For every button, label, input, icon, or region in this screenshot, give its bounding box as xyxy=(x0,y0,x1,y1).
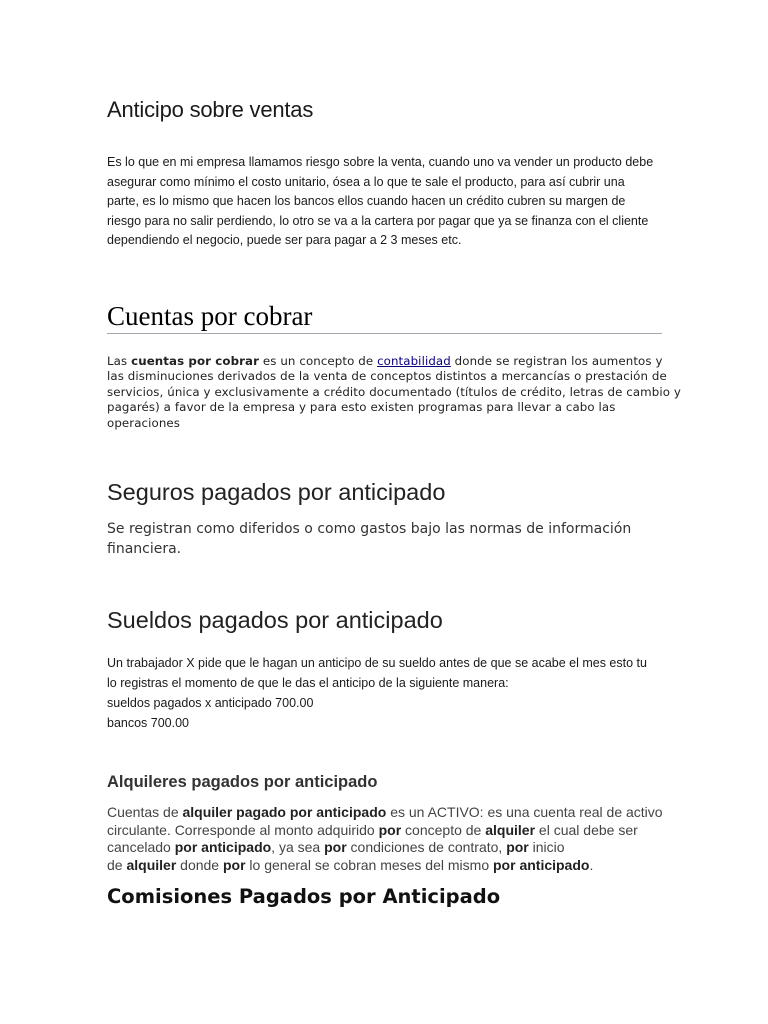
text-fragment: donde xyxy=(176,856,223,873)
paragraph-anticipo xyxy=(107,153,662,251)
heading-divider xyxy=(107,333,662,334)
paragraph-line xyxy=(107,354,667,369)
heading-cuentas-por-cobrar: Cuentas por cobrar xyxy=(107,301,313,331)
bold-term: por xyxy=(378,821,402,838)
text-fragment: es un concepto de xyxy=(259,354,378,368)
heading-comisiones-pagados: Comisiones Pagados por Anticipado xyxy=(107,885,501,908)
paragraph-line: dependiendo el negocio, puede ser para pagar a 2 3 meses etc. xyxy=(107,233,462,247)
paragraph-line xyxy=(107,822,667,840)
paragraph-line xyxy=(107,857,667,875)
paragraph-line: Se registran como diferidos o como gastos bajo las normas de información xyxy=(107,521,632,537)
paragraph-line xyxy=(107,804,667,822)
bold-term: por anticipado xyxy=(174,839,272,855)
text-fragment: donde se registran los aumentos y xyxy=(450,354,663,368)
bold-term: alquiler xyxy=(485,821,536,838)
paragraph-line: lo registras el momento de que le das el anticipo de la siguiente manera: xyxy=(107,676,509,690)
paragraph-line: operaciones xyxy=(107,415,181,430)
journal-entry-credit: bancos 700.00 xyxy=(107,716,190,730)
text-fragment: el cual debe ser xyxy=(535,821,638,838)
paragraph-line: las disminuciones derivados de la venta de conceptos distintos a mercancías o prestación de xyxy=(107,369,667,384)
heading-alquileres-pagados: Alquileres pagados por anticipado xyxy=(107,773,378,791)
bold-term: por xyxy=(324,839,347,855)
paragraph-line: asegurar como mínimo el costo unitario, ósea a lo que te sale el producto, para así cubrir una xyxy=(107,174,625,189)
bold-term-cuentas-por-cobrar: cuentas por cobrar xyxy=(131,354,260,368)
paragraph-seguros xyxy=(107,520,667,559)
text-fragment: condiciones de contrato, xyxy=(346,839,507,855)
heading-seguros-pagados: Seguros pagados por anticipado xyxy=(107,479,446,505)
bold-term: por xyxy=(506,839,529,855)
text-fragment: de xyxy=(107,856,127,873)
paragraph-line: servicios, única y exclusivamente a crédito documentado (títulos de crédito, letras de cambio y xyxy=(107,384,681,399)
heading-sueldos-pagados: Sueldos pagados por anticipado xyxy=(107,607,443,633)
text-fragment: , ya sea xyxy=(271,839,325,855)
text-fragment: Cuentas de xyxy=(107,804,183,820)
text-fragment: concepto de xyxy=(401,821,486,838)
paragraph-cuentas xyxy=(107,354,681,431)
paragraph-line: parte, es lo mismo que hacen los bancos ellos cuando hacen un crédito cubren su margen de xyxy=(107,194,626,208)
text-fragment: cancelado xyxy=(107,839,175,855)
paragraph-line: pagarés) a favor de la empresa y para esto existen programas para llevar a cabo las xyxy=(107,400,616,415)
bold-term: por anticipado xyxy=(493,856,590,873)
paragraph-line xyxy=(107,839,667,857)
text-fragment: lo general se cobran meses del mismo xyxy=(245,856,493,873)
bold-term: por xyxy=(222,856,246,873)
bold-term: alquiler xyxy=(126,856,177,873)
paragraph-line: financiera. xyxy=(107,540,182,557)
paragraph-line: Un trabajador X pide que le hagan un anticipo de su sueldo antes de que se acabe el mes esto tu xyxy=(107,656,647,670)
heading-anticipo-sobre-ventas: Anticipo sobre ventas xyxy=(107,97,314,122)
paragraph-alquileres xyxy=(107,804,667,874)
bold-term: alquiler pagado por anticipado xyxy=(182,804,387,820)
text-fragment: circulante. Corresponde al monto adquirido xyxy=(107,821,379,838)
text-fragment: inicio xyxy=(528,839,565,855)
text-fragment: . xyxy=(589,856,594,873)
paragraph-line: Es lo que en mi empresa llamamos riesgo sobre la venta, cuando uno va vender un producto debe xyxy=(107,155,654,169)
text-fragment: es un ACTIVO: es una cuenta real de activo xyxy=(386,804,663,820)
paragraph-sueldos xyxy=(107,653,667,733)
text-fragment: Las xyxy=(107,354,132,368)
link-contabilidad[interactable]: contabilidad xyxy=(377,354,451,368)
journal-entry-debit: sueldos pagados x anticipado 700.00 xyxy=(107,696,314,710)
paragraph-line: riesgo para no salir perdiendo, lo otro se va a la cartera por pagar que ya se finanza con el cliente xyxy=(107,213,649,228)
